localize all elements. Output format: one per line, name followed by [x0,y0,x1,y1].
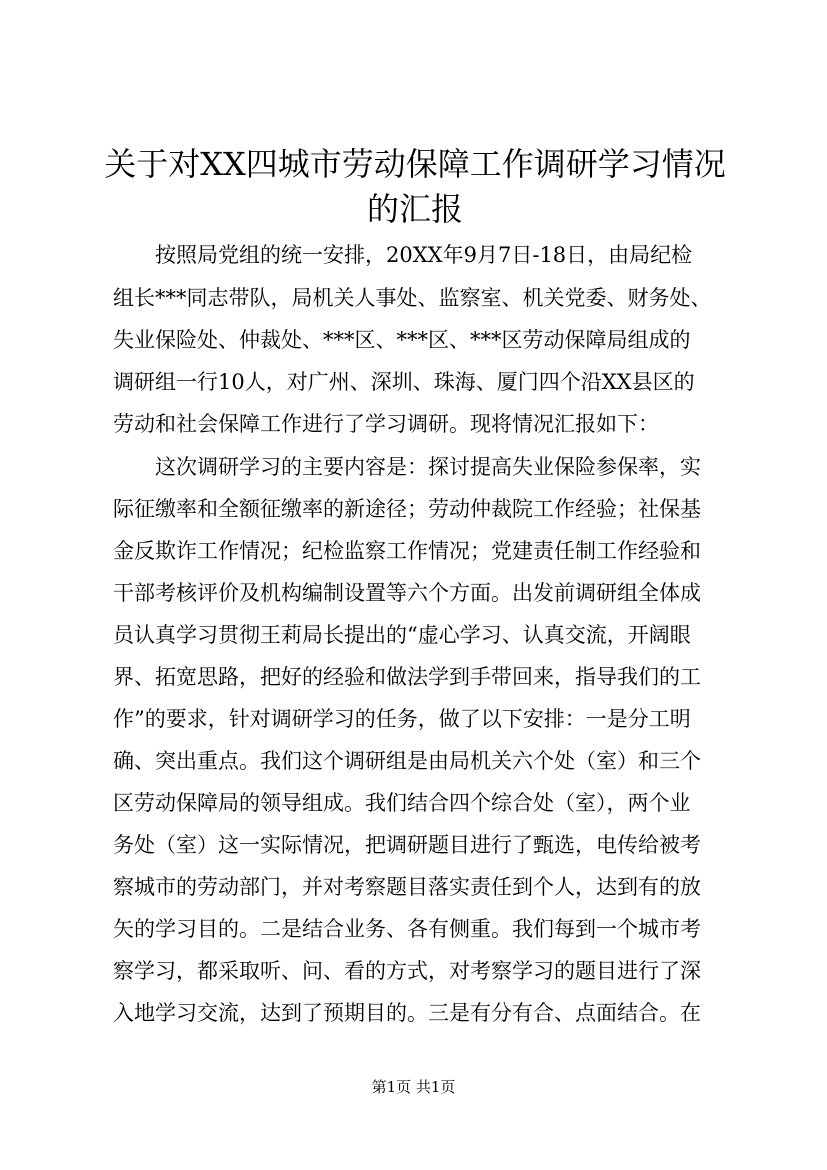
document-title-line-2: 的汇报 [366,190,463,228]
body-line: 入地学习交流，达到了预期目的。三是有分有合、点面结合。在 [113,1001,701,1025]
page-footer: 第1页 共1页 [371,1078,456,1096]
body-line: 确、突出重点。我们这个调研组是由局机关六个处（室）和三个 [113,749,701,773]
body-line: 劳动和社会保障工作进行了学习调研。现将情况汇报如下： [113,412,659,436]
body-line: 调研组一行10人，对广州、深圳、珠海、厦门四个沿XX县区的 [113,370,695,394]
document-title-line-1: 关于对XX四城市劳动保障工作调研学习情况 [104,145,726,183]
body-line: 察城市的劳动部门，并对考察题目落实责任到个人，达到有的放 [113,875,701,899]
body-line: 矢的学习目的。二是结合业务、各有侧重。我们每到一个城市考 [113,917,701,941]
body-line: 组长***同志带队，局机关人事处、监察室、机关党委、财务处、 [113,286,712,310]
body-line: 失业保险处、仲裁处、***区、***区、***区劳动保障局组成的 [113,328,691,352]
body-line: 员认真学习贯彻王莉局长提出的“虚心学习、认真交流，开阔眼 [113,623,691,647]
body-line: 作”的要求，针对调研学习的任务，做了以下安排：一是分工明 [113,707,691,731]
body-line: 这次调研学习的主要内容是：探讨提高失业保险参保率，实 [113,455,701,479]
body-line: 际征缴率和全额征缴率的新途径；劳动仲裁院工作经验；社保基 [113,497,701,521]
body-line: 干部考核评价及机构编制设置等六个方面。出发前调研组全体成 [113,581,701,605]
body-line: 察学习，都采取听、问、看的方式，对考察学习的题目进行了深 [113,959,701,983]
body-line: 务处（室）这一实际情况，把调研题目进行了甄选，电传给被考 [113,833,701,857]
body-line: 按照局党组的统一安排，20XX年9月7日-18日，由局纪检 [113,243,693,267]
body-line: 界、拓宽思路，把好的经验和做法学到手带回来，指导我们的工 [113,665,701,689]
body-line: 金反欺诈工作情况；纪检监察工作情况；党建责任制工作经验和 [113,539,701,563]
body-line: 区劳动保障局的领导组成。我们结合四个综合处（室），两个业 [113,791,691,815]
